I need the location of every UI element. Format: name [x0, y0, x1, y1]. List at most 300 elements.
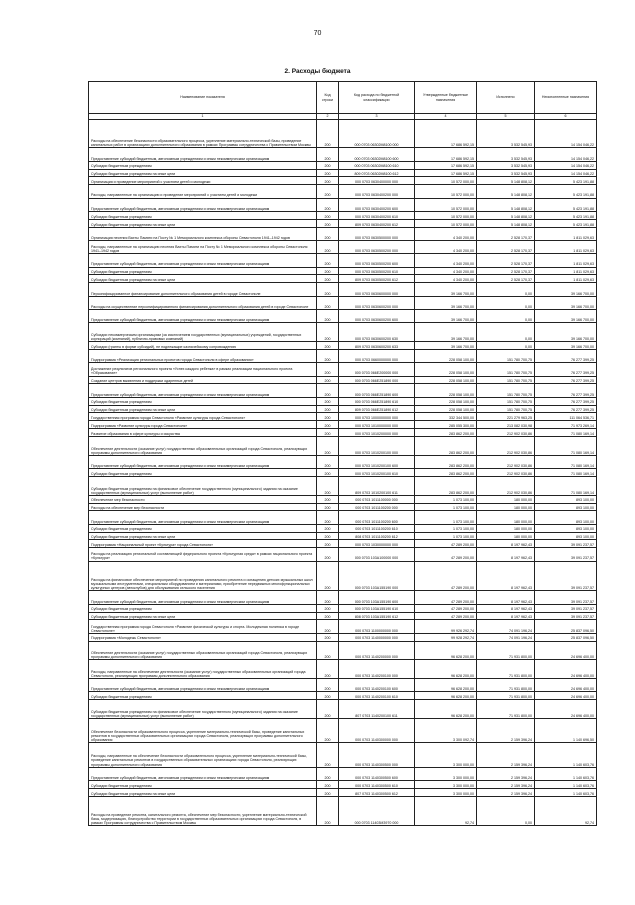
cell-executed: 74 091 196,24	[477, 633, 535, 641]
cell-code: 200	[317, 376, 339, 384]
table-row	[89, 120, 597, 148]
cell-unexecuted: 39 166 700,00	[535, 296, 597, 309]
table-row	[89, 524, 597, 532]
table-row	[89, 384, 597, 397]
cell-unexecuted: 5 423 191,88	[535, 219, 597, 227]
table-row	[89, 604, 597, 612]
cell-executed: 0,00	[477, 323, 535, 342]
cell-classification: 000 0703 1140300500 600	[339, 767, 415, 780]
cell-unexecuted: 893 100,00	[535, 524, 597, 532]
cell-code: 200	[317, 503, 339, 511]
cell-classification: 000 0703 11403М3970 000	[339, 796, 415, 826]
cell-name: Предоставление субсидий бюджетным, автономным учреждениям и иным некоммерческим организациям	[89, 511, 317, 524]
cell-code: 200	[317, 796, 339, 826]
cell-executed: 2 159 396,24	[477, 780, 535, 788]
cell-code: 200	[317, 469, 339, 477]
cell-approved: 1 073 100,00	[415, 532, 477, 540]
table-row	[89, 679, 597, 692]
cell-name: Субсидии бюджетным учреждениям на иные цели	[89, 275, 317, 283]
cell-classification: 809 0703 0630600200 633	[339, 342, 415, 350]
column-number: 1	[89, 114, 317, 120]
cell-code: 200	[317, 148, 339, 161]
cell-executed: 71 931 800,00	[477, 679, 535, 692]
cell-name: Предоставление субсидий бюджетным, автономным учреждениям и иным некоммерческим организациям	[89, 384, 317, 397]
cell-approved: 10 572 000,00	[415, 198, 477, 211]
cell-name: Субсидии бюджетным учреждениям	[89, 397, 317, 405]
cell-executed: 151 780 700,75	[477, 376, 535, 384]
cell-executed: 2 159 396,24	[477, 743, 535, 767]
table-row	[89, 177, 597, 185]
cell-executed: 212 902 030,86	[477, 436, 535, 455]
cell-classification: 000 0703 1140300500 610	[339, 780, 415, 788]
cell-unexecuted: 1 140 603,76	[535, 767, 597, 780]
cell-unexecuted: 39 091 237,57	[535, 591, 597, 604]
table-row	[89, 421, 597, 429]
cell-name: Субсидии бюджетным учреждениям	[89, 469, 317, 477]
cell-unexecuted: 76 277 399,25	[535, 384, 597, 397]
page-number: 70	[313, 30, 322, 37]
cell-approved: 99 928 292,74	[415, 633, 477, 641]
cell-code: 200	[317, 788, 339, 796]
table-row	[89, 561, 597, 591]
cell-code: 200	[317, 413, 339, 421]
cell-name: Достижение результатов регионального проекта «Успех каждого ребенка» в рамках реализации национального проекта «Образование»	[89, 363, 317, 376]
cell-classification: 000 0703 0660000000 000	[339, 349, 415, 362]
cell-executed: 8 197 962,43	[477, 612, 535, 620]
cell-executed: 212 902 030,86	[477, 455, 535, 468]
cell-classification: 000 0703 1010200100 600	[339, 455, 415, 468]
cell-name: Расходы, направленные на обеспечение безопасности образовательного процесса, укрепление материально-технической базы, проведение капитальных ремонтов в государственных образовательных организациях города Севастополя, реализующих программы дополнительного образования	[89, 743, 317, 767]
cell-classification: 000 0703 06302М8100 610	[339, 161, 415, 169]
table-row	[89, 796, 597, 826]
cell-approved: 3 300 000,00	[415, 743, 477, 767]
cell-classification: 807 0703 1140300500 612	[339, 788, 415, 796]
cell-code: 200	[317, 349, 339, 362]
cell-approved: 3 300 092,74	[415, 719, 477, 743]
cell-executed: 0,00	[477, 309, 535, 322]
cell-approved: 39 166 700,00	[415, 323, 477, 342]
cell-approved: 39 166 700,00	[415, 296, 477, 309]
cell-approved: 228 058 100,00	[415, 397, 477, 405]
cell-approved: 96 628 200,00	[415, 679, 477, 692]
cell-executed: 180 000,00	[477, 503, 535, 511]
cell-name: Предоставление субсидий бюджетным, автономным учреждениям и иным некоммерческим организациям	[89, 767, 317, 780]
table-row	[89, 719, 597, 743]
table-row	[89, 148, 597, 161]
cell-name: Подпрограмма «Молодежь Севастополя»	[89, 633, 317, 641]
cell-executed: 3 532 545,93	[477, 120, 535, 148]
cell-classification: 000 0703 1011100200 000	[339, 503, 415, 511]
cell-name: Субсидии бюджетным учреждениям	[89, 604, 317, 612]
cell-approved: 17 686 592,15	[415, 120, 477, 148]
cell-executed: 0,00	[477, 796, 535, 826]
cell-code: 200	[317, 700, 339, 719]
cell-approved: 47 289 200,00	[415, 548, 477, 561]
cell-classification: 000 0703 06302М8100 600	[339, 148, 415, 161]
cell-code: 200	[317, 620, 339, 633]
cell-classification: 000 0703 1030000000 000	[339, 540, 415, 548]
table-row	[89, 296, 597, 309]
cell-classification: 807 0703 1140200100 611	[339, 700, 415, 719]
cell-classification: 000 0703 0630600200 000	[339, 296, 415, 309]
column-number: 6	[535, 114, 597, 120]
cell-name: Подпрограмма «Национальный проект «Культура» города Севастополя»	[89, 540, 317, 548]
cell-approved: 47 289 200,00	[415, 591, 477, 604]
cell-unexecuted: 39 091 237,57	[535, 604, 597, 612]
table-row	[89, 540, 597, 548]
cell-unexecuted: 71 080 169,14	[535, 436, 597, 455]
cell-name: Расходы на осуществление персонифицированного финансирования дополнительного образования детей в городе Севастополе	[89, 296, 317, 309]
cell-approved: 47 289 200,00	[415, 612, 477, 620]
cell-code: 200	[317, 548, 339, 561]
cell-unexecuted: 71 080 169,14	[535, 429, 597, 437]
cell-name: Субсидии бюджетным учреждениям	[89, 780, 317, 788]
cell-classification: 000 0703 1140200100 000	[339, 660, 415, 679]
table-row	[89, 267, 597, 275]
cell-executed: 180 000,00	[477, 511, 535, 524]
table-row	[89, 692, 597, 700]
cell-name: Расходы на проведение ремонта, капитального ремонта, обеспечение мер безопасности, укрепление материально-технической базы, модернизацию, благоустройство территории в государственных образовательных организациях города Севастополя, в рамках Программы сотрудничества с Правительством Москвы	[89, 796, 317, 826]
table-row	[89, 660, 597, 679]
header-name: Наименование показателя	[89, 82, 317, 114]
cell-name: Субсидии бюджетным учреждениям на иные цели	[89, 788, 317, 796]
cell-name: Развитие образования в сфере культуры и искусства	[89, 429, 317, 437]
cell-name: Расходы на обеспечение безопасности образовательного процесса, укрепление материально-технической базы, проведение капитальных работ в организациях дополнительного образования в рамках Программы сотрудничества с Правительством Москвы	[89, 120, 317, 148]
cell-code: 200	[317, 219, 339, 227]
cell-code: 200	[317, 342, 339, 350]
cell-unexecuted: 5 423 191,88	[535, 198, 597, 211]
cell-executed: 2 528 170,37	[477, 240, 535, 253]
cell-classification: 000 0703 1000000000 000	[339, 413, 415, 421]
cell-unexecuted: 111 064 536,71	[535, 413, 597, 421]
cell-code: 200	[317, 161, 339, 169]
cell-approved: 283 862 200,00	[415, 455, 477, 468]
cell-approved: 3 300 000,00	[415, 767, 477, 780]
cell-approved: 228 058 100,00	[415, 376, 477, 384]
cell-classification: 000 0703 1010200100 000	[339, 436, 415, 455]
cell-name: Субсидии некоммерческим организациям (за исключением государственных (муниципальных) учреждений, государственных корпораций (компаний), публично-правовых компаний)	[89, 323, 317, 342]
cell-unexecuted: 893 100,00	[535, 503, 597, 511]
cell-code: 200	[317, 780, 339, 788]
cell-classification: 000 0703 0630400200 600	[339, 198, 415, 211]
table-row	[89, 612, 597, 620]
cell-approved: 4 340 200,00	[415, 254, 477, 267]
cell-approved: 1 073 100,00	[415, 511, 477, 524]
cell-name: Субсидии бюджетным учреждениям на финансовое обеспечение государственного (муниципального) задания на оказание государственных (муниципальных) услуг (выполнение работ)	[89, 476, 317, 495]
cell-unexecuted: 76 277 399,25	[535, 405, 597, 413]
cell-name: Расходы, направленные на обеспечение деятельности (оказание услуг) государственных образовательных организаций города Севастополя, реализующих программы дополнительного образования	[89, 660, 317, 679]
cell-name: Расходы, направленные на организацию и проведение мероприятий с участием детей и молодежи	[89, 185, 317, 198]
table-row	[89, 405, 597, 413]
cell-code: 200	[317, 120, 339, 148]
cell-classification: 000 0703 0630400200 000	[339, 185, 415, 198]
cell-executed: 71 931 800,00	[477, 692, 535, 700]
cell-unexecuted: 1 811 029,63	[535, 227, 597, 240]
cell-code: 200	[317, 524, 339, 532]
cell-approved: 96 628 200,00	[415, 641, 477, 660]
cell-code: 200	[317, 641, 339, 660]
cell-name: Субсидии бюджетным учреждениям	[89, 692, 317, 700]
cell-code: 200	[317, 323, 339, 342]
cell-unexecuted: 39 166 700,00	[535, 323, 597, 342]
cell-classification: 808 0703 1011100200 612	[339, 532, 415, 540]
cell-name: Предоставление субсидий бюджетным, автономным учреждениям и иным некоммерческим организациям	[89, 309, 317, 322]
cell-classification: 000 0703 1140300000 000	[339, 719, 415, 743]
cell-executed: 2 528 170,37	[477, 254, 535, 267]
cell-classification: 809 0703 06302М8100 612	[339, 169, 415, 177]
cell-executed: 3 532 545,93	[477, 161, 535, 169]
cell-executed: 8 197 962,43	[477, 591, 535, 604]
cell-approved: 47 289 200,00	[415, 540, 477, 548]
cell-unexecuted: 24 696 400,00	[535, 641, 597, 660]
table-row	[89, 275, 597, 283]
cell-executed: 151 780 700,75	[477, 405, 535, 413]
cell-unexecuted: 76 277 399,25	[535, 376, 597, 384]
cell-unexecuted: 14 154 046,22	[535, 120, 597, 148]
cell-code: 200	[317, 198, 339, 211]
cell-code: 200	[317, 612, 339, 620]
cell-classification: 000 0703 0630500200 610	[339, 267, 415, 275]
cell-unexecuted: 25 837 096,50	[535, 633, 597, 641]
cell-classification: 000 0703 1140200000 000	[339, 641, 415, 660]
cell-name: Расходы, направленные на организацию несения Вахты Памяти на Посту № 1 Мемориального комплекса обороны Севастополя 1941–1942 годов	[89, 240, 317, 253]
cell-unexecuted: 39 091 237,57	[535, 540, 597, 548]
cell-unexecuted: 39 166 700,00	[535, 309, 597, 322]
cell-executed: 71 931 800,00	[477, 641, 535, 660]
cell-unexecuted: 1 140 603,76	[535, 780, 597, 788]
table-row	[89, 413, 597, 421]
cell-unexecuted: 1 140 603,76	[535, 788, 597, 796]
table-row	[89, 620, 597, 633]
cell-code: 200	[317, 267, 339, 275]
cell-executed: 5 148 808,12	[477, 219, 535, 227]
cell-approved: 92,74	[415, 796, 477, 826]
cell-code: 200	[317, 692, 339, 700]
cell-executed: 221 279 963,25	[477, 413, 535, 421]
cell-code: 200	[317, 254, 339, 267]
cell-unexecuted: 71 973 269,14	[535, 421, 597, 429]
header-code: Код строки	[317, 82, 339, 114]
cell-name: Создание центров выявления и поддержки одаренных детей	[89, 376, 317, 384]
column-number: 5	[477, 114, 535, 120]
cell-executed: 212 902 030,86	[477, 469, 535, 477]
cell-name: Субсидии бюджетным учреждениям	[89, 161, 317, 169]
cell-code: 200	[317, 455, 339, 468]
cell-executed: 180 000,00	[477, 532, 535, 540]
cell-classification: 000 0703 0630600000 000	[339, 283, 415, 296]
cell-code: 200	[317, 591, 339, 604]
cell-approved: 3 300 000,00	[415, 788, 477, 796]
cell-unexecuted: 1 140 696,50	[535, 719, 597, 743]
cell-unexecuted: 14 154 046,22	[535, 169, 597, 177]
cell-name: Субсидии бюджетным учреждениям на иные цели	[89, 169, 317, 177]
table-row	[89, 548, 597, 561]
cell-executed: 2 528 170,37	[477, 227, 535, 240]
cell-unexecuted: 24 696 400,00	[535, 660, 597, 679]
table-row	[89, 198, 597, 211]
table-row	[89, 363, 597, 376]
table-row	[89, 743, 597, 767]
cell-code: 200	[317, 561, 339, 591]
table-row	[89, 342, 597, 350]
cell-unexecuted: 1 811 029,63	[535, 240, 597, 253]
table-row	[89, 429, 597, 437]
cell-code: 200	[317, 436, 339, 455]
column-number: 4	[415, 114, 477, 120]
cell-executed: 151 780 700,75	[477, 363, 535, 376]
cell-name: Предоставление субсидий бюджетным, автономным учреждениям и иным некоммерческим организациям	[89, 254, 317, 267]
cell-approved: 10 572 000,00	[415, 177, 477, 185]
column-number: 2	[317, 114, 339, 120]
expenses-table	[88, 81, 597, 826]
cell-name: Подпрограмма «Развитие культуры города Севастополя»	[89, 421, 317, 429]
table-row	[89, 211, 597, 219]
cell-unexecuted: 76 277 399,25	[535, 397, 597, 405]
cell-unexecuted: 893 100,00	[535, 511, 597, 524]
cell-approved: 4 340 200,00	[415, 227, 477, 240]
cell-approved: 17 686 592,15	[415, 148, 477, 161]
cell-unexecuted: 92,74	[535, 796, 597, 826]
cell-approved: 10 572 000,00	[415, 219, 477, 227]
cell-classification: 809 0703 1010200100 611	[339, 476, 415, 495]
header-approved: Утвержденные бюджетные назначения	[415, 82, 477, 114]
cell-code: 200	[317, 296, 339, 309]
cell-executed: 8 197 962,43	[477, 540, 535, 548]
cell-approved: 39 166 700,00	[415, 283, 477, 296]
table-row	[89, 532, 597, 540]
cell-approved: 10 572 000,00	[415, 185, 477, 198]
cell-executed: 74 091 196,24	[477, 620, 535, 633]
cell-classification: 000 0703 1140200100 600	[339, 679, 415, 692]
table-row	[89, 227, 597, 240]
cell-code: 200	[317, 540, 339, 548]
cell-unexecuted: 76 277 399,25	[535, 349, 597, 362]
cell-unexecuted: 39 166 700,00	[535, 342, 597, 350]
cell-code: 200	[317, 275, 339, 283]
cell-executed: 2 159 396,24	[477, 767, 535, 780]
cell-name: Расходы на финансовое обеспечение мероприятий по проведению капитального ремонта и оснащению детских музыкальных школ музыкальными инструментами, специальным оборудованием и материалами, приобретение передвижных многофункциональных культурных центров (автоклубов) для обслуживания сельского населения	[89, 561, 317, 591]
cell-approved: 99 926 292,74	[415, 620, 477, 633]
table-row	[89, 254, 597, 267]
cell-executed: 213 082 030,98	[477, 421, 535, 429]
cell-name: Субсидии бюджетным учреждениям	[89, 211, 317, 219]
cell-classification: 000 0703 1140300500 000	[339, 743, 415, 767]
table-row	[89, 436, 597, 455]
cell-code: 200	[317, 211, 339, 219]
table-row	[89, 495, 597, 503]
cell-classification: 000 0703 0630500000 000	[339, 227, 415, 240]
cell-approved: 283 862 200,00	[415, 429, 477, 437]
table-row	[89, 700, 597, 719]
table-row	[89, 309, 597, 322]
cell-unexecuted: 1 811 029,63	[535, 275, 597, 283]
cell-code: 200	[317, 429, 339, 437]
cell-approved: 332 344 500,00	[415, 413, 477, 421]
cell-approved: 283 862 200,00	[415, 436, 477, 455]
cell-code: 200	[317, 743, 339, 767]
cell-unexecuted: 1 140 603,76	[535, 743, 597, 767]
cell-unexecuted: 14 154 046,22	[535, 148, 597, 161]
table-row	[89, 283, 597, 296]
cell-code: 200	[317, 240, 339, 253]
cell-executed: 0,00	[477, 283, 535, 296]
cell-unexecuted: 39 166 700,00	[535, 283, 597, 296]
cell-unexecuted: 24 696 400,00	[535, 679, 597, 692]
cell-code: 200	[317, 283, 339, 296]
cell-unexecuted: 5 423 191,88	[535, 185, 597, 198]
cell-unexecuted: 24 696 400,00	[535, 692, 597, 700]
cell-name: Предоставление субсидий бюджетным, автономным учреждениям и иным некоммерческим организациям	[89, 679, 317, 692]
cell-approved: 228 058 100,00	[415, 363, 477, 376]
cell-executed: 5 148 808,12	[477, 211, 535, 219]
cell-name: Обеспечение безопасности образовательного процесса, укрепление материально-технической базы, проведение капитальных ремонтов в государственных образовательных организациях города Севастополя, реализующих программы дополнительного образования	[89, 719, 317, 743]
cell-unexecuted: 25 837 096,50	[535, 620, 597, 633]
cell-classification: 000 0703 0630600200 630	[339, 323, 415, 342]
cell-approved: 3 300 000,00	[415, 780, 477, 788]
cell-code: 200	[317, 604, 339, 612]
cell-name: Субсидии бюджетным учреждениям на иные цели	[89, 405, 317, 413]
cell-classification: 000 0703 103A155190 600	[339, 591, 415, 604]
cell-executed: 151 780 700,75	[477, 397, 535, 405]
cell-unexecuted: 76 277 399,25	[535, 363, 597, 376]
cell-name: Подпрограмма «Реализация региональных проектов города Севастополя в сфере образования»	[89, 349, 317, 362]
cell-name: Субсидии бюджетным учреждениям на иные цели	[89, 612, 317, 620]
cell-executed: 151 780 700,75	[477, 349, 535, 362]
cell-executed: 8 197 962,43	[477, 548, 535, 561]
cell-name: Предоставление субсидий бюджетным, автономным учреждениям и иным некоммерческим организациям	[89, 148, 317, 161]
cell-classification: 000 0703 066E251890 610	[339, 397, 415, 405]
cell-executed: 8 197 962,43	[477, 561, 535, 591]
cell-classification: 000 0703 066E251890 600	[339, 384, 415, 397]
cell-classification: 000 0703 103A155190 610	[339, 604, 415, 612]
table-row	[89, 767, 597, 780]
cell-code: 200	[317, 679, 339, 692]
cell-code: 200	[317, 363, 339, 376]
table-row	[89, 455, 597, 468]
table-row	[89, 503, 597, 511]
cell-classification: 000 0703 1100000000 000	[339, 620, 415, 633]
cell-code: 200	[317, 185, 339, 198]
table-row	[89, 219, 597, 227]
cell-approved: 96 628 200,00	[415, 692, 477, 700]
cell-code: 200	[317, 476, 339, 495]
cell-executed: 2 159 396,24	[477, 719, 535, 743]
cell-code: 200	[317, 719, 339, 743]
cell-name: Субсидии бюджетным учреждениям на финансовое обеспечение государственного (муниципального) задания на оказание государственных (муниципальных) услуг (выполнение работ)	[89, 700, 317, 719]
cell-code: 200	[317, 495, 339, 503]
cell-approved: 1 073 100,00	[415, 524, 477, 532]
cell-name: Субсидии бюджетным учреждениям	[89, 267, 317, 275]
cell-unexecuted: 71 080 169,14	[535, 476, 597, 495]
cell-name: Расходы на реализацию региональной составляющей федерального проекта «Культурная среда» в рамках национального проекта «Культура»	[89, 548, 317, 561]
cell-approved: 1 073 100,00	[415, 503, 477, 511]
cell-unexecuted: 5 423 191,88	[535, 177, 597, 185]
cell-classification: 000 0703 1140200100 610	[339, 692, 415, 700]
cell-approved: 228 058 100,00	[415, 384, 477, 397]
cell-approved: 283 862 200,00	[415, 476, 477, 495]
cell-approved: 4 340 200,00	[415, 267, 477, 275]
cell-classification: 000 0703 06302М8100 000	[339, 120, 415, 148]
cell-name: Персонифицированное финансирование дополнительного образования детей в городе Севастополе	[89, 283, 317, 296]
cell-name: Субсидии (гранты в форме субсидий), не подлежащие казначейскому сопровождению	[89, 342, 317, 350]
cell-code: 200	[317, 633, 339, 641]
cell-executed: 212 902 030,86	[477, 476, 535, 495]
cell-executed: 2 528 170,37	[477, 267, 535, 275]
cell-executed: 5 148 808,12	[477, 198, 535, 211]
cell-unexecuted: 39 091 237,57	[535, 612, 597, 620]
cell-approved: 10 572 000,00	[415, 211, 477, 219]
header-classification: Код расхода по бюджетной классификации	[339, 82, 415, 114]
